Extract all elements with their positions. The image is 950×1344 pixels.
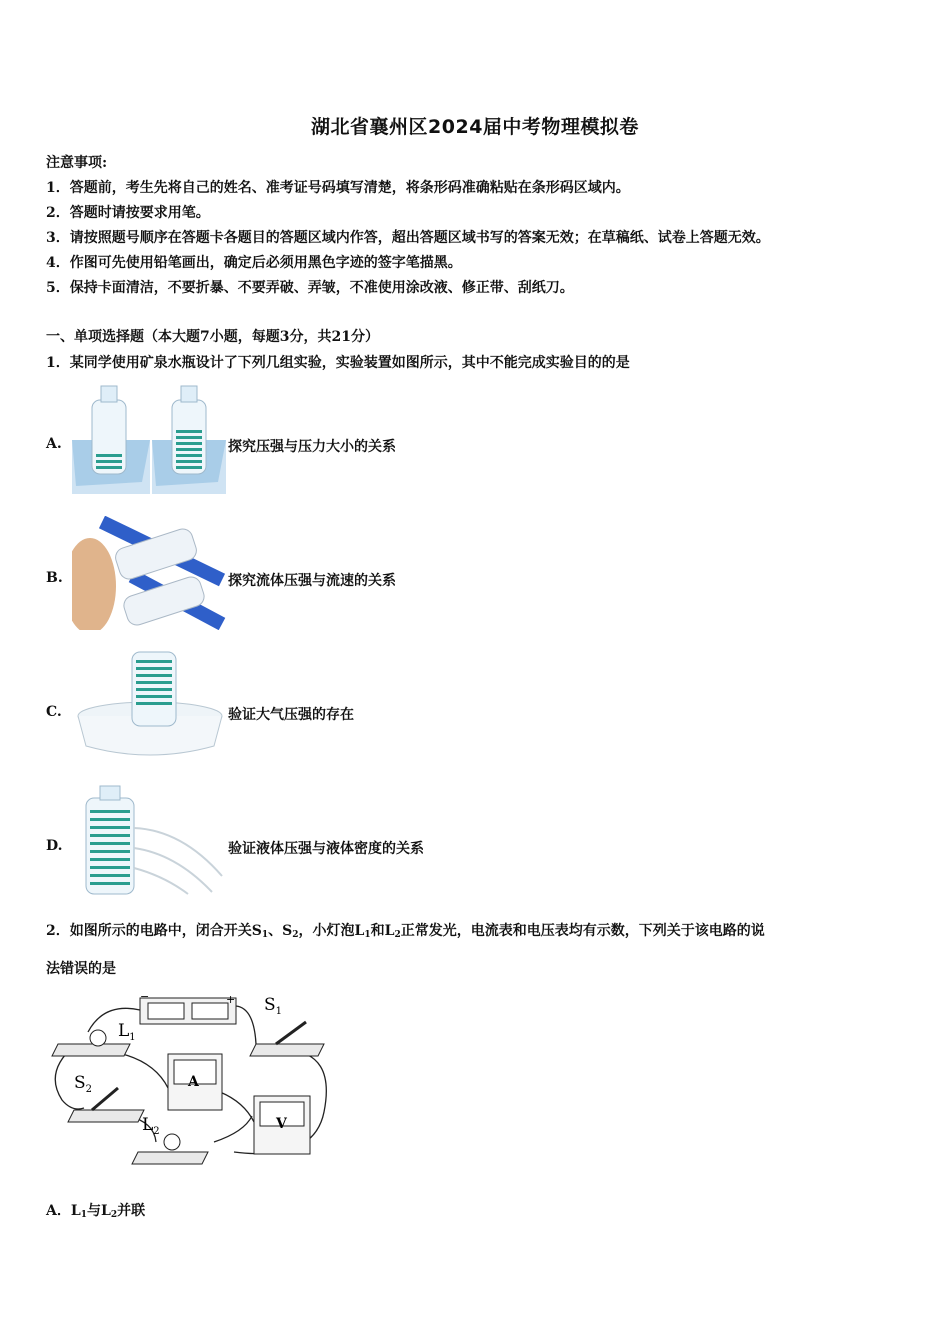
notice-item-1: 1．答题前，考生先将自己的姓名、准考证号码填写清楚，将条形码准确粘贴在条形码区域内。 [46,180,630,196]
question-2-option-a: A．$L_1$与$L_2$并联 [46,1203,146,1220]
battery-plus-label: + [226,993,236,1006]
notice-item-3: 3．请按照题号顺序在答题卡各题目的答题区域内作答，超出答题区域书写的答案无效；在草稿纸、试卷上答题无效。 [46,230,770,246]
question-2-stem-line-1: 2．如图所示的电路中，闭合开关$S_1$、$S_2$，小灯泡$L_1$和$L_2$正常发光，电流表和电压表均有示数，下列关于该电路的说 [46,923,765,940]
question-1-stem: 1．某同学使用矿泉水瓶设计了下列几组实验，实验装置如图所示，其中不能完成实验目的的是 [46,355,630,371]
option-c-letter: C. [46,704,62,720]
circuit-diagram [44,992,334,1170]
notice-item-2: 2．答题时请按要求用笔。 [46,205,210,221]
ammeter-label: A [188,1074,199,1090]
notice-heading: 注意事项: [46,155,108,171]
option-d-image [72,784,228,898]
option-b-letter: B. [46,570,63,586]
section-heading: 一、单项选择题（本大题7小题，每题3分，共21分） [46,329,379,345]
s2-label: $S_2$ [74,1073,93,1095]
question-2-stem-line-2: 法错误的是 [46,961,116,977]
option-d-letter: D. [46,838,63,854]
l1-label: $L_1$ [118,1021,136,1043]
notice-item-5: 5．保持卡面清洁，不要折暴、不要弄破、弄皱，不准使用涂改液、修正带、刮纸刀。 [46,280,574,296]
voltmeter-label: V [276,1116,287,1132]
notice-item-4: 4．作图可先使用铅笔画出，确定后必须用黑色字迹的签字笔描黑。 [46,255,462,271]
option-c-image [72,650,228,764]
option-b-text: 探究流体压强与流速的关系 [228,573,396,589]
option-a-text: 探究压强与压力大小的关系 [228,439,396,455]
option-c-text: 验证大气压强的存在 [228,707,354,723]
option-d-text: 验证液体压强与液体密度的关系 [228,841,424,857]
battery-minus-label: − [140,992,150,1003]
page-title: 湖北省襄州区2024届中考物理模拟卷 [311,116,639,138]
l2-label: $L_2$ [142,1115,160,1137]
s1-label: $S_1$ [264,995,283,1017]
option-a-letter: A. [46,436,62,452]
option-b-image [72,516,228,630]
option-a-image [72,382,228,496]
